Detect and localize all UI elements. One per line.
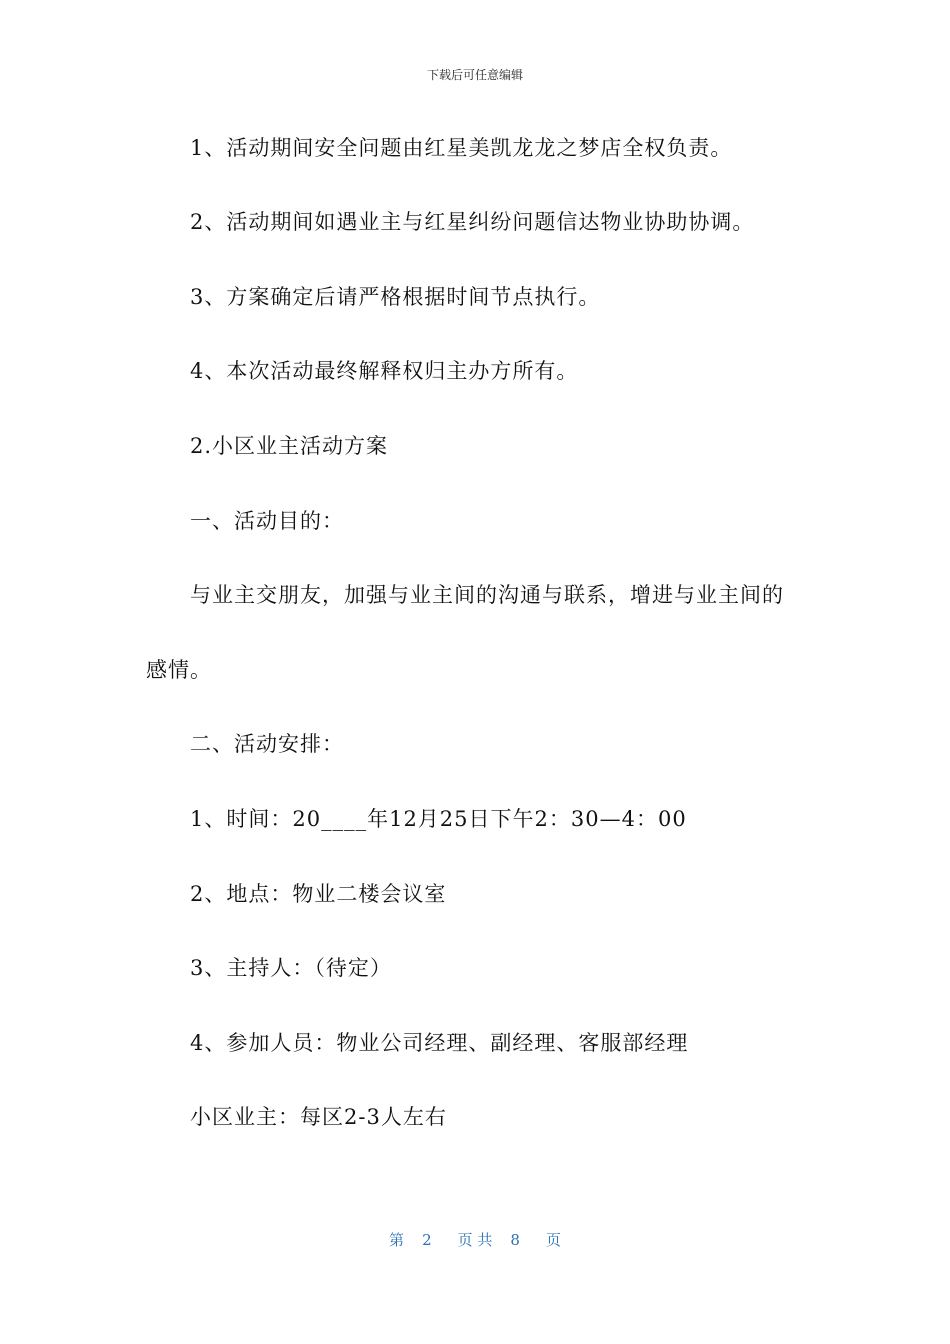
page-footer xyxy=(0,1229,950,1250)
paragraph-safety: 1、活动期间安全问题由红星美凯龙龙之梦店全权负责。 xyxy=(190,136,733,160)
paragraph-time: 1、时间：20____年12月25日下午2：30—4：00 xyxy=(190,807,687,831)
footer-mid: 页 共 xyxy=(457,1231,493,1249)
paragraph-participants: 4、参加人员：物业公司经理、副经理、客服部经理 xyxy=(190,1031,689,1055)
paragraph-interpretation: 4、本次活动最终解释权归主办方所有。 xyxy=(190,359,579,383)
paragraph-purpose-line1: 与业主交朋友，加强与业主间的沟通与联系，增进与业主间的 xyxy=(190,583,784,607)
paragraph-owners: 小区业主：每区2-3人左右 xyxy=(190,1105,447,1129)
heading-purpose: 一、活动目的： xyxy=(190,509,344,533)
footer-total-pages: 8 xyxy=(510,1231,520,1249)
paragraph-schedule: 3、方案确定后请严格根据时间节点执行。 xyxy=(190,285,601,309)
paragraph-location: 2、地点：物业二楼会议室 xyxy=(190,882,447,906)
paragraph-purpose-line2: 感情。 xyxy=(146,658,212,682)
section-title: 2.小区业主活动方案 xyxy=(190,434,389,458)
footer-suffix: 页 xyxy=(545,1231,561,1249)
heading-arrangement: 二、活动安排： xyxy=(190,732,344,756)
footer-current-page: 2 xyxy=(422,1231,432,1249)
footer-prefix: 第 xyxy=(389,1231,405,1249)
paragraph-host: 3、主持人：（待定） xyxy=(190,956,392,980)
paragraph-dispute: 2、活动期间如遇业主与红星纠纷问题信达物业协助协调。 xyxy=(190,210,755,234)
page-header-note: 下载后可任意编辑 xyxy=(426,68,523,82)
